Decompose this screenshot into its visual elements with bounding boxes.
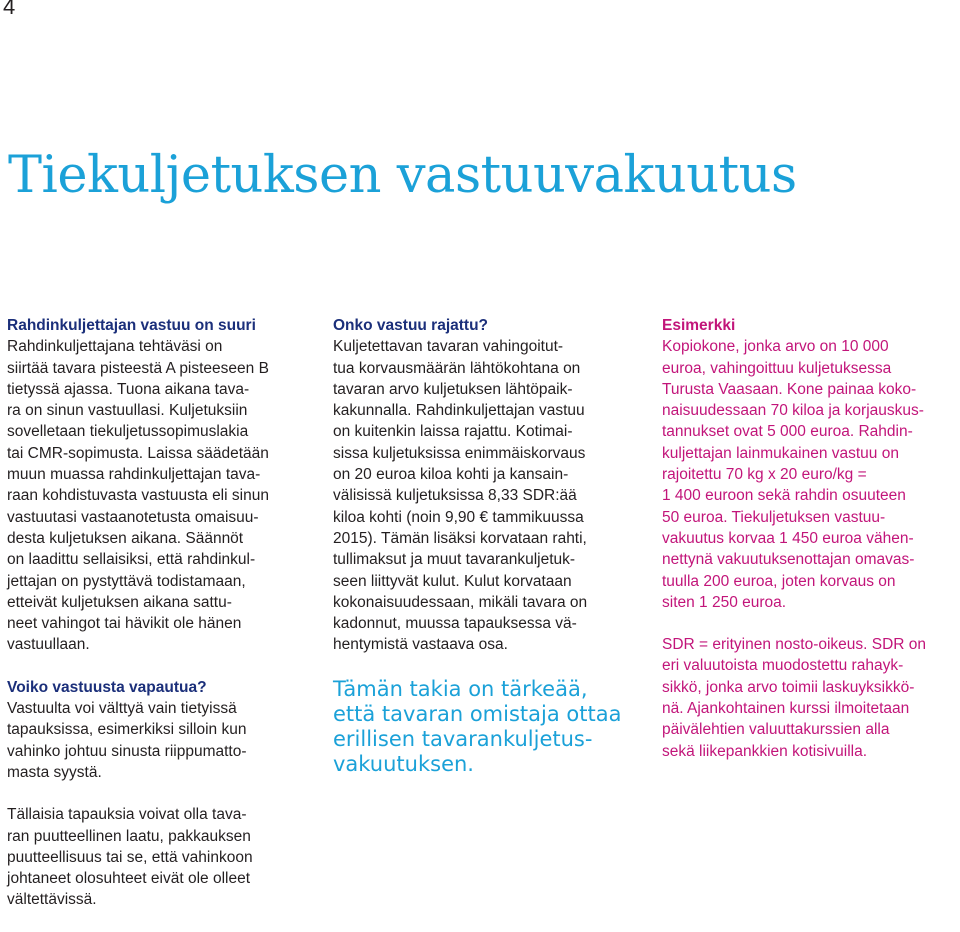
text-line: neet vahingot tai hävikit ole hänen [7,615,242,633]
example-heading: Esimerkki [662,317,736,334]
text-line: ra on sinun vastuullasi. Kuljetuksiin [7,402,248,420]
text-line: hentymistä vastaava osa. [333,636,508,654]
section-body [7,698,312,783]
text-line: tannukset ovat 5 000 euroa. Rahdin- [662,423,913,441]
text-line: sekä liikepankkien kotisivuilla. [662,742,868,760]
section-body [333,336,633,655]
text-line: tietyssä ajassa. Tuona aikana tava- [7,380,250,398]
text-line: 2015). Tämän lisäksi korvataan rahti, [333,529,587,547]
text-line: ran puutteellinen laatu, pakkauksen [7,827,251,845]
text-line: tua korvausmäärän lähtökohtana on [333,359,581,377]
text-line: raan kohdistuvasta vastuusta eli sinun [7,487,269,505]
text-line: vahinko johtuu sinusta riippumatto- [7,742,247,760]
column-right [662,315,960,783]
column-middle [333,315,633,777]
pull-quote [333,677,633,777]
text-line: siirtää tavara pisteestä A pisteeseen B [7,359,269,377]
quote-line: erillisen tavarankuljetus- [333,726,593,751]
text-line: vastuutasi vastaanotetusta omaisuu- [7,508,259,526]
text-line: siten 1 250 euroa. [662,593,787,611]
section-heading: Voiko vastuusta vapautua? [7,678,207,696]
text-line: sovelletaan tiekuljetussopimuslakia [7,423,249,441]
section-exemption-cases [7,804,312,910]
text-line: vakuutus korvaa 1 450 euroa vähen- [662,529,914,547]
quote-line: vakuutuksen. [333,751,474,776]
text-line: jettajan on pystyttävä todistamaan, [7,572,246,590]
text-line: tullimaksut ja muut tavarankuljetuk- [333,551,576,569]
text-line: Turusta Vaasaan. Kone painaa koko- [662,380,917,398]
text-line: eri valuutoista muodostettu rahayk- [662,657,904,675]
text-line: Kopiokone, jonka arvo on 10 000 [662,338,889,356]
column-left [7,315,312,932]
text-line: desta kuljetuksen aikana. Säännöt [7,529,244,547]
example-body [662,336,960,613]
text-line: naisuudessaan 70 kiloa ja korjauskus- [662,402,924,420]
text-line: on laadittu sellaisiksi, että rahdinkul- [7,551,256,569]
section-heading: Onko vastuu rajattu? [333,317,489,334]
text-line: on kuitenkin laissa rajattu. Kotimai- [333,423,573,441]
section-heading: Rahdinkuljettajan vastuu on suuri [7,317,256,334]
quote-line: Tämän takia on tärkeää, [333,676,588,701]
text-line: muun muassa rahdinkuljettajan tava- [7,466,261,484]
text-line: välisissä kuljetuksissa 8,33 SDR:ää [333,487,577,505]
text-line: vastuullaan. [7,636,90,654]
text-line: tai CMR-sopimusta. Laissa säädetään [7,444,269,462]
text-line: 50 euroa. Tiekuljetuksen vastuu- [662,508,886,526]
text-line: rajoitettu 70 kg x 20 euro/kg = [662,466,867,484]
page-title: Tiekuljetuksen vastuuvakuutus [8,146,797,205]
text-line: tavaran arvo kuljetuksen lähtöpaik- [333,380,573,398]
text-line: päivälehtien valuuttakurssien alla [662,721,890,739]
text-line: johtaneet olosuhteet eivät ole olleet [7,870,251,888]
text-line: sikkö, jonka arvo toimii laskuyksikkö- [662,678,915,696]
text-line: kakunnalla. Rahdinkuljettajan vastuu [333,402,585,420]
text-line: seen liittyvät kulut. Kulut korvataan [333,572,572,590]
text-line: masta syystä. [7,763,102,781]
quote-line: että tavaran omistaja ottaa [333,701,622,726]
text-line: nä. Ajankohtainen kurssi ilmoitetaan [662,700,910,718]
sdr-note [662,634,960,762]
text-line: kiloa kohti (noin 9,90 € tammikuussa [333,508,584,526]
section-carrier-liability [7,315,312,656]
text-line: kokonaisuudessaan, mikäli tavara on [333,593,588,611]
text-line: kuljettajan lainmukainen vastuu on [662,444,899,462]
text-line: 1 400 euroon sekä rahdin osuuteen [662,487,906,505]
text-line: SDR = erityinen nosto-oikeus. SDR on [662,636,927,654]
text-line: etteivät kuljetuksen aikana sattu- [7,593,232,611]
page-number: 4 [3,0,16,19]
text-line: vältettävissä. [7,891,97,909]
text-line: Vastuulta voi välttyä vain tietyissä [7,700,237,718]
text-line: on 20 euroa kiloa kohti ja kansain- [333,466,569,484]
text-line: euroa, vahingoittuu kuljetuksessa [662,359,892,377]
text-line: Kuljetettavan tavaran vahingoitut- [333,338,564,356]
section-body [7,804,312,910]
text-line: Tällaisia tapauksia voivat olla tava- [7,806,247,824]
text-line: puutteellisuus tai se, että vahinkoon [7,848,253,866]
section-body [7,336,312,655]
text-line: tuulla 200 euroa, joten korvaus on [662,572,896,590]
section-liability-exemption [7,677,312,783]
text-line: nettynä vakuutuksenottajan omavas- [662,551,915,569]
example-box [662,315,960,613]
text-line: kadonnut, muussa tapauksessa vä- [333,615,577,633]
section-liability-limit [333,315,633,656]
text-line: tapauksissa, esimerkiksi silloin kun [7,721,247,739]
text-line: sissa kuljetuksissa enimmäiskorvaus [333,444,586,462]
text-line: Rahdinkuljettajana tehtäväsi on [7,338,223,356]
